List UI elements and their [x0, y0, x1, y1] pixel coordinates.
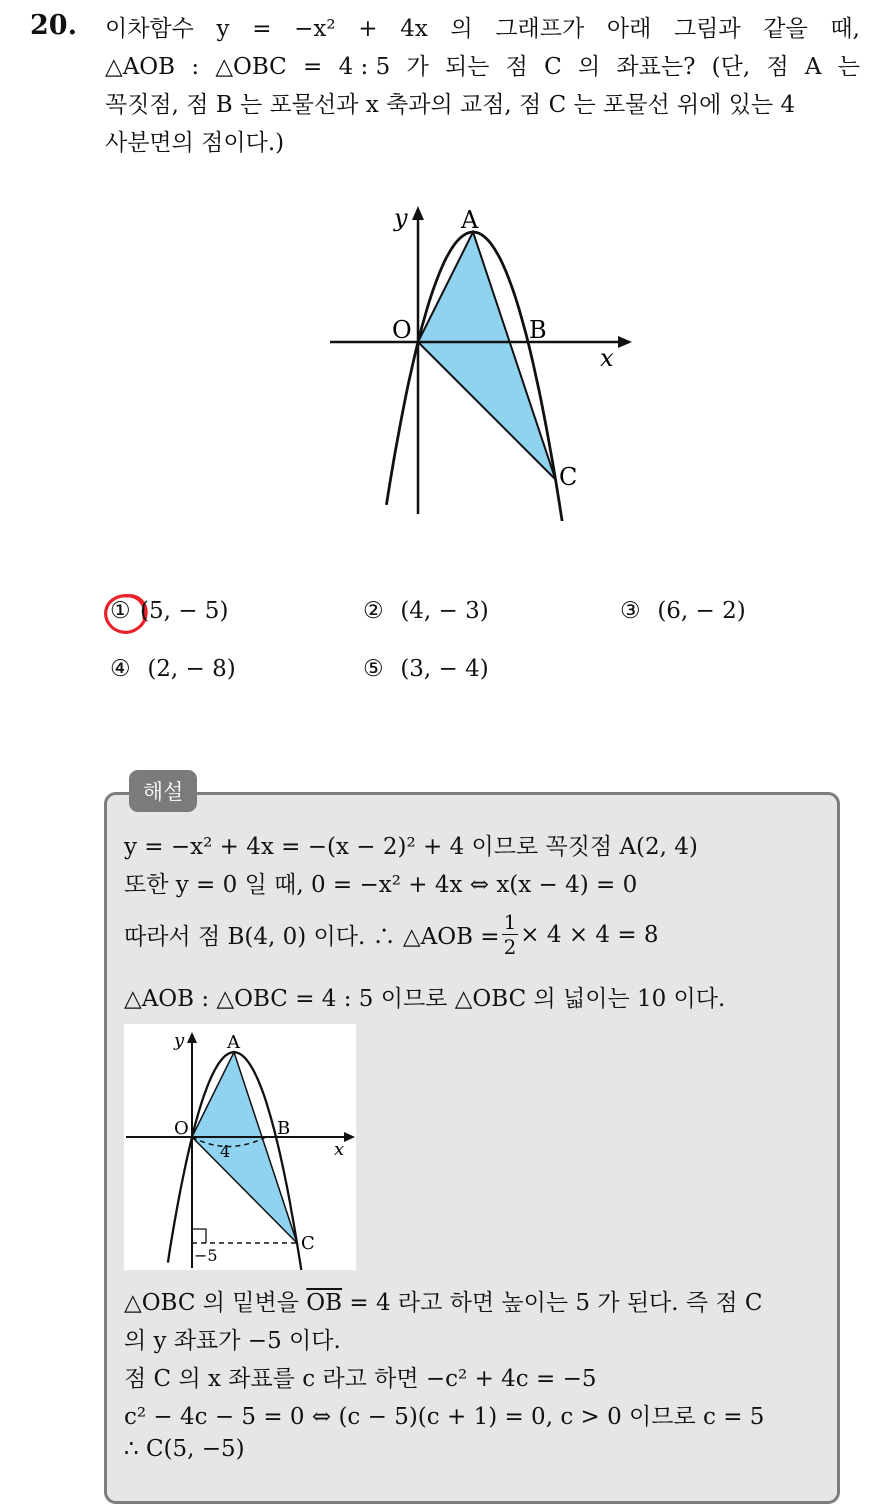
- label-B: B: [529, 316, 547, 344]
- right-angle-mark: [192, 1229, 206, 1243]
- solution-label-minus-5: −5: [194, 1246, 218, 1265]
- solution-label-C: C: [301, 1233, 315, 1254]
- question-line-1-word: 아래: [606, 16, 652, 42]
- solution-line-1: y = −x² + 4x = −(x − 2)² + 4 이므로 꼭짓점 A(2, 4): [124, 834, 698, 860]
- question-line-2-word: C: [544, 54, 562, 80]
- question-line-4: 사분면의 점이다.): [105, 130, 285, 156]
- solution-label-y: y: [174, 1030, 185, 1051]
- solution-line-4: △AOB : △OBC = 4 : 5 이므로 △OBC 의 넓이는 10 이다.: [124, 986, 726, 1012]
- question-line-2-word: 의: [577, 54, 601, 80]
- choice-2-mark: ②: [363, 598, 384, 624]
- solution-line-9: ∴ C(5, −5): [124, 1436, 245, 1462]
- question-line-1-word: 같을: [763, 16, 808, 42]
- solution-label-A: A: [227, 1032, 240, 1053]
- choice-5[interactable]: [363, 656, 489, 682]
- solution-line-5: [124, 1284, 763, 1317]
- question-number: 20.: [30, 10, 77, 41]
- choice-5-value: (3, − 4): [400, 656, 489, 682]
- question-line-1: [105, 10, 860, 48]
- choice-2-value: (4, − 3): [400, 598, 489, 624]
- label-x: x: [600, 344, 614, 372]
- question-line-1-word: 의: [450, 16, 473, 42]
- solution-line-5a: △OBC 의 밑변을: [124, 1290, 299, 1316]
- fraction-one-half: [502, 910, 519, 959]
- solution-line-3: [124, 910, 659, 959]
- question-line-1-word: −x²: [294, 16, 336, 42]
- segment-ob: $\overline{OB}$: [306, 1290, 343, 1316]
- choice-1[interactable]: [110, 598, 228, 624]
- question-line-2-word: :: [191, 54, 200, 80]
- question-line-2-word: △OBC: [215, 54, 287, 80]
- choice-1-value: (5, − 5): [140, 598, 229, 624]
- label-A: A: [461, 206, 479, 234]
- question-line-1-word: y: [216, 16, 230, 42]
- choice-3[interactable]: [620, 598, 746, 624]
- x-axis-arrow: [618, 336, 632, 348]
- question-line-1-word: 이차함수: [105, 16, 194, 42]
- choice-3-value: (6, − 2): [657, 598, 746, 624]
- solution-line-3a: 따라서 점 B(4, 0) 이다. ∴ △AOB =: [124, 924, 500, 950]
- solution-line-8: c² − 4c − 5 = 0 ⇔ (c − 5)(c + 1) = 0, c > 0 이므로 c = 5: [124, 1404, 765, 1430]
- label-O: O: [392, 316, 412, 344]
- question-text: [105, 10, 860, 162]
- question-line-2-word: 되는: [444, 54, 490, 80]
- solution-label-B: B: [277, 1118, 291, 1139]
- question-line-2-word: 는: [837, 54, 860, 80]
- choice-5-mark: ⑤: [363, 656, 384, 682]
- question-line-1-word: 때,: [830, 16, 860, 42]
- question-line-2-word: 점: [766, 54, 789, 80]
- question-line-3: 꼭짓점, 점 B 는 포물선과 x 축과의 교점, 점 C 는 포물선 위에 있는 4: [105, 92, 796, 118]
- question-line-2-word: △AOB: [105, 54, 176, 80]
- question-line-2-word: (단,: [711, 54, 751, 80]
- fraction-numerator: 1: [503, 910, 517, 934]
- solution-line-7: 점 C 의 x 좌표를 c 라고 하면 −c² + 4c = −5: [124, 1366, 597, 1392]
- question-line-2-word: 점: [505, 54, 528, 80]
- solution-figure: [124, 1024, 356, 1270]
- solution-label-x: x: [334, 1139, 345, 1160]
- solution-x-axis-arrow: [344, 1132, 355, 1142]
- question-line-2-word: 가: [406, 54, 429, 80]
- solution-label-4: 4: [220, 1142, 231, 1161]
- solution-label-O: O: [174, 1118, 189, 1139]
- label-y: y: [394, 204, 408, 232]
- solution-tag: 해설: [129, 770, 197, 812]
- choice-1-mark: ①: [110, 598, 131, 624]
- choice-2[interactable]: [363, 598, 489, 624]
- question-line-1-word: 4x: [400, 16, 428, 42]
- question-line-2-word: 좌표는?: [616, 54, 696, 80]
- fraction-denominator: 2: [503, 935, 517, 959]
- solution-line-3b: × 4 × 4 = 8: [520, 921, 659, 948]
- solution-triangle: [192, 1052, 297, 1243]
- solution-line-6: 의 y 좌표가 −5 이다.: [124, 1328, 341, 1354]
- choice-3-mark: ③: [620, 598, 641, 624]
- solution-line-2: 또한 y = 0 일 때, 0 = −x² + 4x ⇔ x(x − 4) = 0: [124, 872, 638, 898]
- label-C: C: [559, 463, 578, 491]
- triangle-aob-obc: [418, 232, 556, 480]
- choice-4[interactable]: [110, 656, 236, 682]
- question-line-1-word: +: [358, 16, 378, 42]
- question-line-2-word: A: [804, 54, 822, 80]
- question-line-2-word: 4 : 5: [338, 54, 391, 80]
- solution-y-axis-arrow: [187, 1032, 197, 1043]
- question-line-1-word: 그래프가: [495, 16, 585, 42]
- y-axis-arrow: [412, 206, 424, 220]
- question-line-2-word: =: [303, 54, 323, 80]
- parabola-figure: [328, 196, 638, 521]
- question-line-1-word: 그림과: [673, 16, 741, 42]
- question-line-2: [105, 48, 860, 86]
- choice-4-mark: ④: [110, 656, 131, 682]
- solution-line-5b: = 4 라고 하면 높이는 5 가 된다. 즉 점 C: [349, 1290, 763, 1316]
- question-line-1-word: =: [252, 16, 272, 42]
- choice-4-value: (2, − 8): [147, 656, 236, 682]
